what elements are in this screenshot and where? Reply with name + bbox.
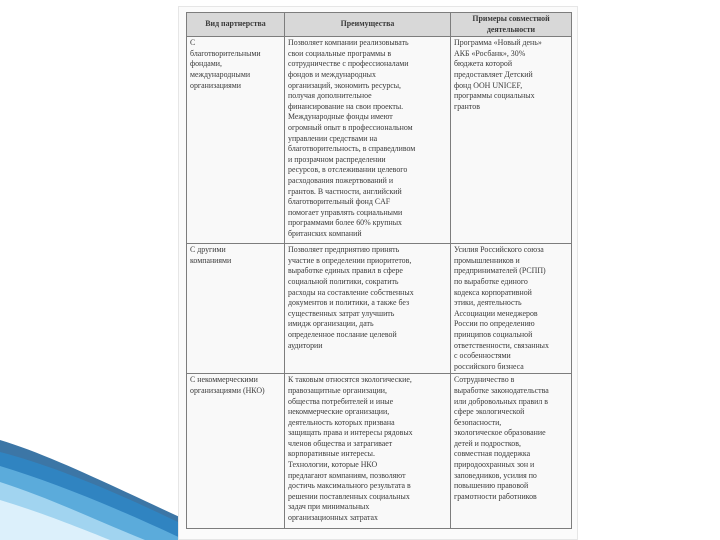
header-examples: Примеры совместной деятельности (451, 13, 572, 37)
cell-partnership-type: С благотворительными фондами, международными организациями (187, 37, 285, 244)
cell-partnership-type: С некоммерческими организациями (НКО) (187, 374, 285, 529)
table-row (187, 374, 572, 529)
cell-examples: Программа «Новый день» АКБ «Росбанк», 30% бюджета которой предоставляет Детский фонд ООН UNICEF, программы социальных грантов (451, 37, 572, 244)
document-page (178, 6, 578, 540)
header-advantages: Преимущества (285, 13, 451, 37)
partnership-table (186, 12, 572, 529)
table-header-row (187, 13, 572, 37)
cell-partnership-type: С другими компаниями (187, 244, 285, 374)
cell-examples: Усилия Российского союза промышленников и предпринимателей (РСПП) по выработке единого кодекса корпоративной этики, деятельность Ассоциации менеджеров России по определению принципов социальной ответственности, связанных с особенностями российского бизнеса (451, 244, 572, 374)
cell-examples: Сотрудничество в выработке законодательства или добровольных правил в сфере экологической безопасности, экологическое образование детей и подростков, совместная поддержка природоохранных зон и заповедников, усилия по повышению правовой грамотности работников (451, 374, 572, 529)
cell-advantages: К таковым относятся экологические, правозащитные организации, общества потребителей и иные некоммерческие организации, деятельность которых призвана защищать права и интересы рядовых членов общества и затрагивает корпоративные интересы. Технологии, которые НКО предлагают компаниям, позволяют достичь максимального результата в решении поставленных социальных задач при минимальных организационных затратах (285, 374, 451, 529)
table-row (187, 244, 572, 374)
cell-advantages: Позволяет компании реализовывать свои социальные программы в сотрудничестве с профессионалами фондов и международных организаций, экономить ресурсы, получая дополнительное финансирование на свои проекты. Международные фонды имеют огромный опыт в профессиональном управлении средствами на благотворительность, в справедливом и прозрачном распределении ресурсов, в отслеживании целевого расходования пожертвований и грантов. В частности, английский благотворительный фонд CAF помогает управлять социальными программами более 60% крупных британских компаний (285, 37, 451, 244)
table-row (187, 37, 572, 244)
cell-advantages: Позволяет предприятию принять участие в определении приоритетов, выработке единых правил в сфере социальной политики, сократить расходы на составление собственных документов и политики, а также без существенных затрат улучшить имидж организации, дать определенное послание целевой аудитории (285, 244, 451, 374)
header-partnership-type: Вид партнерства (187, 13, 285, 37)
